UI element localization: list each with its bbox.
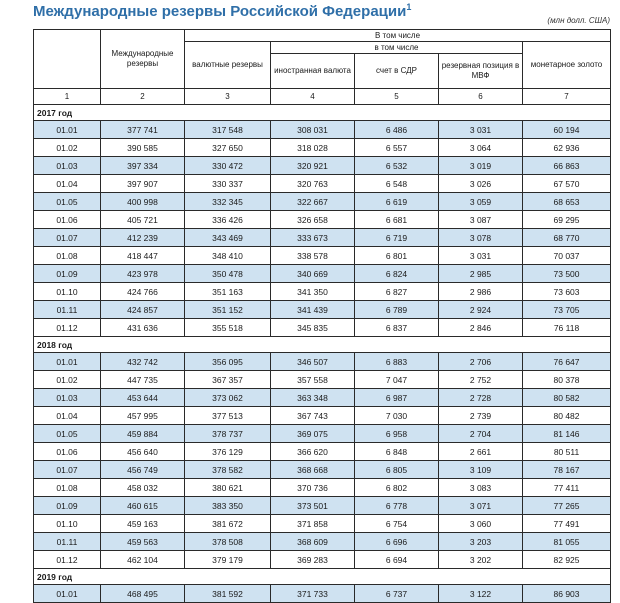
page-title	[33, 2, 411, 20]
table-row	[34, 479, 611, 497]
value-cell: 366 620	[271, 443, 355, 461]
date-cell: 01.02	[34, 139, 101, 157]
value-cell: 351 163	[185, 283, 271, 301]
value-cell: 378 582	[185, 461, 271, 479]
year-label: 2017 год	[34, 105, 611, 121]
value-cell: 80 378	[523, 371, 611, 389]
table-row	[34, 461, 611, 479]
value-cell: 376 129	[185, 443, 271, 461]
value-cell: 400 998	[101, 193, 185, 211]
value-cell: 81 055	[523, 533, 611, 551]
value-cell: 6 987	[355, 389, 439, 407]
value-cell: 458 032	[101, 479, 185, 497]
value-cell: 377 741	[101, 121, 185, 139]
value-cell: 69 295	[523, 211, 611, 229]
value-cell: 423 978	[101, 265, 185, 283]
header-gold: монетарное золото	[523, 42, 611, 89]
date-cell: 01.05	[34, 425, 101, 443]
header-international-reserves: Международные резервы	[101, 30, 185, 89]
value-cell: 330 472	[185, 157, 271, 175]
footnote-mark: 1	[406, 2, 412, 12]
value-cell: 7 047	[355, 371, 439, 389]
value-cell: 60 194	[523, 121, 611, 139]
value-cell: 6 696	[355, 533, 439, 551]
date-cell: 01.11	[34, 301, 101, 319]
value-cell: 86 903	[523, 585, 611, 603]
header-blank	[34, 30, 101, 89]
value-cell: 76 647	[523, 353, 611, 371]
table-row	[34, 229, 611, 247]
value-cell: 338 578	[271, 247, 355, 265]
table-row	[34, 497, 611, 515]
value-cell: 459 563	[101, 533, 185, 551]
value-cell: 326 658	[271, 211, 355, 229]
value-cell: 459 163	[101, 515, 185, 533]
value-cell: 318 028	[271, 139, 355, 157]
table-row	[34, 551, 611, 569]
table-row	[34, 353, 611, 371]
reserves-table	[33, 29, 611, 603]
value-cell: 356 095	[185, 353, 271, 371]
value-cell: 397 334	[101, 157, 185, 175]
value-cell: 81 146	[523, 425, 611, 443]
table-row	[34, 533, 611, 551]
date-cell: 01.05	[34, 193, 101, 211]
value-cell: 320 921	[271, 157, 355, 175]
date-cell: 01.08	[34, 479, 101, 497]
value-cell: 77 491	[523, 515, 611, 533]
value-cell: 456 749	[101, 461, 185, 479]
table-row	[34, 175, 611, 193]
header-foreign-currency: иностранная валюта	[271, 54, 355, 89]
value-cell: 6 557	[355, 139, 439, 157]
column-number: 5	[355, 89, 439, 105]
table-row	[34, 443, 611, 461]
table-row	[34, 585, 611, 603]
value-cell: 2 728	[439, 389, 523, 407]
value-cell: 370 736	[271, 479, 355, 497]
value-cell: 2 986	[439, 283, 523, 301]
value-cell: 6 619	[355, 193, 439, 211]
value-cell: 424 857	[101, 301, 185, 319]
value-cell: 447 735	[101, 371, 185, 389]
value-cell: 7 030	[355, 407, 439, 425]
value-cell: 343 469	[185, 229, 271, 247]
header-including-sub: в том числе	[271, 42, 523, 54]
table-row	[34, 407, 611, 425]
value-cell: 2 752	[439, 371, 523, 389]
value-cell: 308 031	[271, 121, 355, 139]
value-cell: 432 742	[101, 353, 185, 371]
value-cell: 78 167	[523, 461, 611, 479]
year-row	[34, 337, 611, 353]
date-cell: 01.04	[34, 407, 101, 425]
value-cell: 332 345	[185, 193, 271, 211]
unit-label: (млн долл. США)	[547, 16, 610, 25]
value-cell: 378 508	[185, 533, 271, 551]
value-cell: 77 265	[523, 497, 611, 515]
value-cell: 381 672	[185, 515, 271, 533]
value-cell: 6 719	[355, 229, 439, 247]
column-number: 2	[101, 89, 185, 105]
table-row	[34, 193, 611, 211]
value-cell: 340 669	[271, 265, 355, 283]
value-cell: 77 411	[523, 479, 611, 497]
column-number: 4	[271, 89, 355, 105]
header-sdr: счет в СДР	[355, 54, 439, 89]
value-cell: 327 650	[185, 139, 271, 157]
value-cell: 390 585	[101, 139, 185, 157]
value-cell: 320 763	[271, 175, 355, 193]
date-cell: 01.12	[34, 319, 101, 337]
date-cell: 01.06	[34, 443, 101, 461]
date-cell: 01.12	[34, 551, 101, 569]
value-cell: 363 348	[271, 389, 355, 407]
table-row	[34, 371, 611, 389]
value-cell: 460 615	[101, 497, 185, 515]
table-row	[34, 211, 611, 229]
value-cell: 351 152	[185, 301, 271, 319]
value-cell: 3 060	[439, 515, 523, 533]
value-cell: 348 410	[185, 247, 271, 265]
table-row	[34, 247, 611, 265]
value-cell: 345 835	[271, 319, 355, 337]
value-cell: 2 924	[439, 301, 523, 319]
value-cell: 378 737	[185, 425, 271, 443]
date-cell: 01.08	[34, 247, 101, 265]
value-cell: 73 705	[523, 301, 611, 319]
value-cell: 6 837	[355, 319, 439, 337]
date-cell: 01.07	[34, 461, 101, 479]
date-cell: 01.03	[34, 157, 101, 175]
header-including: В том числе	[185, 30, 611, 42]
value-cell: 462 104	[101, 551, 185, 569]
date-cell: 01.11	[34, 533, 101, 551]
value-cell: 2 985	[439, 265, 523, 283]
value-cell: 6 548	[355, 175, 439, 193]
date-cell: 01.03	[34, 389, 101, 407]
value-cell: 6 958	[355, 425, 439, 443]
value-cell: 6 848	[355, 443, 439, 461]
table-row	[34, 157, 611, 175]
column-number: 1	[34, 89, 101, 105]
value-cell: 367 743	[271, 407, 355, 425]
date-cell: 01.09	[34, 497, 101, 515]
value-cell: 369 075	[271, 425, 355, 443]
value-cell: 381 592	[185, 585, 271, 603]
value-cell: 6 778	[355, 497, 439, 515]
value-cell: 412 239	[101, 229, 185, 247]
title-text: Международные резервы Российской Федерации	[33, 3, 407, 20]
date-cell: 01.10	[34, 515, 101, 533]
value-cell: 405 721	[101, 211, 185, 229]
value-cell: 68 653	[523, 193, 611, 211]
value-cell: 330 337	[185, 175, 271, 193]
header-currency-reserves: валютные резервы	[185, 42, 271, 89]
value-cell: 66 863	[523, 157, 611, 175]
date-cell: 01.01	[34, 585, 101, 603]
value-cell: 67 570	[523, 175, 611, 193]
value-cell: 373 501	[271, 497, 355, 515]
value-cell: 341 439	[271, 301, 355, 319]
value-cell: 70 037	[523, 247, 611, 265]
value-cell: 73 500	[523, 265, 611, 283]
value-cell: 6 737	[355, 585, 439, 603]
table-row	[34, 389, 611, 407]
year-row	[34, 105, 611, 121]
date-cell: 01.02	[34, 371, 101, 389]
year-label: 2018 год	[34, 337, 611, 353]
value-cell: 333 673	[271, 229, 355, 247]
value-cell: 459 884	[101, 425, 185, 443]
value-cell: 457 995	[101, 407, 185, 425]
table-row	[34, 515, 611, 533]
value-cell: 2 661	[439, 443, 523, 461]
value-cell: 62 936	[523, 139, 611, 157]
value-cell: 397 907	[101, 175, 185, 193]
value-cell: 3 087	[439, 211, 523, 229]
value-cell: 350 478	[185, 265, 271, 283]
value-cell: 431 636	[101, 319, 185, 337]
value-cell: 371 733	[271, 585, 355, 603]
value-cell: 373 062	[185, 389, 271, 407]
value-cell: 6 754	[355, 515, 439, 533]
value-cell: 80 511	[523, 443, 611, 461]
value-cell: 346 507	[271, 353, 355, 371]
value-cell: 418 447	[101, 247, 185, 265]
value-cell: 383 350	[185, 497, 271, 515]
value-cell: 6 883	[355, 353, 439, 371]
column-number: 6	[439, 89, 523, 105]
column-number: 7	[523, 89, 611, 105]
value-cell: 3 019	[439, 157, 523, 175]
value-cell: 82 925	[523, 551, 611, 569]
table-body	[34, 105, 611, 603]
year-label: 2019 год	[34, 569, 611, 585]
value-cell: 2 706	[439, 353, 523, 371]
table-row	[34, 121, 611, 139]
table-row	[34, 283, 611, 301]
value-cell: 6 801	[355, 247, 439, 265]
date-cell: 01.09	[34, 265, 101, 283]
value-cell: 3 122	[439, 585, 523, 603]
value-cell: 3 109	[439, 461, 523, 479]
value-cell: 456 640	[101, 443, 185, 461]
value-cell: 2 739	[439, 407, 523, 425]
table-row	[34, 301, 611, 319]
value-cell: 3 078	[439, 229, 523, 247]
table-row	[34, 139, 611, 157]
value-cell: 6 486	[355, 121, 439, 139]
value-cell: 355 518	[185, 319, 271, 337]
value-cell: 6 802	[355, 479, 439, 497]
value-cell: 317 548	[185, 121, 271, 139]
value-cell: 3 202	[439, 551, 523, 569]
value-cell: 73 603	[523, 283, 611, 301]
table-row	[34, 265, 611, 283]
value-cell: 6 694	[355, 551, 439, 569]
value-cell: 3 031	[439, 121, 523, 139]
value-cell: 341 350	[271, 283, 355, 301]
value-cell: 336 426	[185, 211, 271, 229]
date-cell: 01.06	[34, 211, 101, 229]
value-cell: 368 609	[271, 533, 355, 551]
date-cell: 01.07	[34, 229, 101, 247]
date-cell: 01.04	[34, 175, 101, 193]
value-cell: 3 203	[439, 533, 523, 551]
value-cell: 80 582	[523, 389, 611, 407]
value-cell: 6 681	[355, 211, 439, 229]
value-cell: 379 179	[185, 551, 271, 569]
table-row	[34, 425, 611, 443]
value-cell: 3 083	[439, 479, 523, 497]
header-imf-position: резервная позиция в МВФ	[439, 54, 523, 89]
date-cell: 01.10	[34, 283, 101, 301]
value-cell: 3 064	[439, 139, 523, 157]
value-cell: 2 846	[439, 319, 523, 337]
value-cell: 369 283	[271, 551, 355, 569]
value-cell: 6 805	[355, 461, 439, 479]
value-cell: 3 071	[439, 497, 523, 515]
value-cell: 367 357	[185, 371, 271, 389]
value-cell: 357 558	[271, 371, 355, 389]
value-cell: 377 513	[185, 407, 271, 425]
value-cell: 380 621	[185, 479, 271, 497]
value-cell: 68 770	[523, 229, 611, 247]
value-cell: 3 059	[439, 193, 523, 211]
value-cell: 424 766	[101, 283, 185, 301]
value-cell: 76 118	[523, 319, 611, 337]
column-number: 3	[185, 89, 271, 105]
value-cell: 6 827	[355, 283, 439, 301]
value-cell: 468 495	[101, 585, 185, 603]
value-cell: 371 858	[271, 515, 355, 533]
value-cell: 2 704	[439, 425, 523, 443]
value-cell: 3 026	[439, 175, 523, 193]
value-cell: 80 482	[523, 407, 611, 425]
value-cell: 368 668	[271, 461, 355, 479]
year-row	[34, 569, 611, 585]
value-cell: 322 667	[271, 193, 355, 211]
value-cell: 6 532	[355, 157, 439, 175]
table-row	[34, 319, 611, 337]
date-cell: 01.01	[34, 121, 101, 139]
date-cell: 01.01	[34, 353, 101, 371]
value-cell: 6 824	[355, 265, 439, 283]
value-cell: 453 644	[101, 389, 185, 407]
value-cell: 6 789	[355, 301, 439, 319]
value-cell: 3 031	[439, 247, 523, 265]
